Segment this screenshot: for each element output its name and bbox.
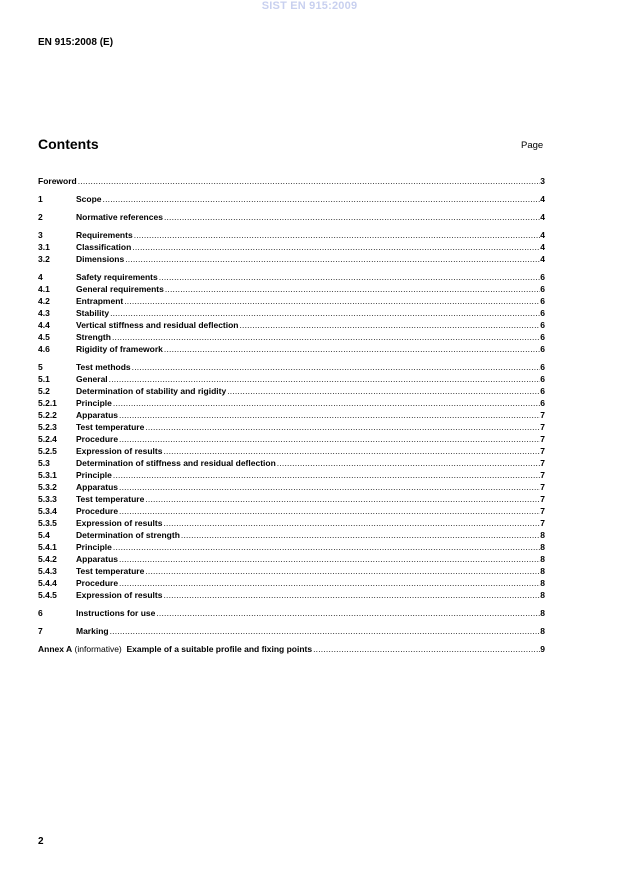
toc-entry-page: 4 <box>540 212 545 222</box>
toc-entry[interactable] <box>38 241 545 253</box>
toc-entry-title: Procedure <box>76 506 119 516</box>
toc-entry[interactable] <box>38 505 545 517</box>
watermark: SIST EN 915:2009 <box>261 0 358 12</box>
toc-entry-number: 5.3.4 <box>38 506 57 516</box>
toc-entry-title: Vertical stiffness and residual deflection <box>76 320 239 330</box>
toc-entry-page: 8 <box>540 554 545 564</box>
toc-entry-number: 5.3.1 <box>38 470 57 480</box>
toc-entry-number: 4.6 <box>38 344 50 354</box>
toc-entry[interactable] <box>38 253 545 265</box>
toc-entry[interactable] <box>38 343 545 355</box>
toc-leader <box>134 229 541 241</box>
toc-entry[interactable] <box>38 481 545 493</box>
toc-entry-title: Principle <box>76 398 112 408</box>
toc-leader <box>119 577 540 589</box>
toc-leader <box>78 175 541 187</box>
toc-entry-number: 5.2.3 <box>38 422 57 432</box>
toc-entry-number: 5.2.2 <box>38 410 57 420</box>
toc-leader <box>277 457 540 469</box>
toc-leader <box>119 433 540 445</box>
toc-entry-page: 7 <box>540 446 545 456</box>
toc-leader <box>164 211 540 223</box>
toc-entry-title: Foreword <box>38 176 77 186</box>
toc-entry-number: 2 <box>38 212 43 222</box>
toc-leader <box>119 481 540 493</box>
toc-entry-page: 7 <box>540 518 545 528</box>
toc-entry-title: Marking <box>76 626 109 636</box>
toc-entry-title: Determination of stability and rigidity <box>76 386 227 396</box>
document-id: EN 915:2008 (E) <box>38 37 114 48</box>
toc-entry-page: 6 <box>540 344 545 354</box>
toc-entry-number: 4.5 <box>38 332 50 342</box>
toc-entry-page: 6 <box>540 332 545 342</box>
toc-entry-title: Principle <box>76 470 112 480</box>
page-title: Contents <box>38 136 99 152</box>
toc-entry-number: 4.4 <box>38 320 50 330</box>
toc-entry-page: 7 <box>540 506 545 516</box>
toc-entry-number: 4.3 <box>38 308 50 318</box>
toc-entry-number: 5.3.2 <box>38 482 57 492</box>
toc-leader <box>313 643 540 655</box>
toc-leader <box>119 409 540 421</box>
toc-entry-page: 6 <box>540 320 545 330</box>
toc-entry-number: 5.2.4 <box>38 434 57 444</box>
toc-entry-page: 7 <box>540 410 545 420</box>
toc-entry-number: 5.4 <box>38 530 50 540</box>
toc-entry-title: Expression of results <box>76 518 163 528</box>
toc-entry[interactable] <box>38 271 545 283</box>
toc-entry-annex-a[interactable] <box>38 643 545 655</box>
toc-entry-title: Stability <box>76 308 110 318</box>
toc-entry[interactable] <box>38 385 545 397</box>
toc-entry-number: 4 <box>38 272 43 282</box>
toc-entry-page: 6 <box>540 398 545 408</box>
page-number: 2 <box>38 836 44 847</box>
toc-entry[interactable] <box>38 577 545 589</box>
toc-entry[interactable] <box>38 565 545 577</box>
toc-leader <box>119 505 540 517</box>
toc-leader <box>110 625 541 637</box>
toc-entry[interactable] <box>38 319 545 331</box>
toc-entry-number: 6 <box>38 608 43 618</box>
toc-entry-page: 8 <box>540 590 545 600</box>
toc-entry-title: Procedure <box>76 578 119 588</box>
toc-entry-number: 5.2.5 <box>38 446 57 456</box>
toc-entry[interactable] <box>38 211 545 223</box>
toc-annex-title <box>38 643 312 655</box>
toc-entry-number: 7 <box>38 626 43 636</box>
annex-title: Example of a suitable profile and fixing points <box>126 644 313 654</box>
toc-entry-page: 4 <box>540 242 545 252</box>
toc-entry-page: 7 <box>540 470 545 480</box>
toc-entry-page: 8 <box>540 578 545 588</box>
toc-entry-page: 8 <box>540 608 545 618</box>
toc-entry[interactable] <box>38 433 545 445</box>
toc-entry-number: 5.3 <box>38 458 50 468</box>
toc-entry[interactable] <box>38 307 545 319</box>
toc-leader <box>145 421 540 433</box>
toc-leader <box>124 295 540 307</box>
toc-entry-title: Safety requirements <box>76 272 158 282</box>
toc-entry[interactable] <box>38 421 545 433</box>
toc-leader <box>110 307 540 319</box>
toc-entry[interactable] <box>38 493 545 505</box>
toc-entry-page: 8 <box>540 530 545 540</box>
toc-leader <box>145 565 540 577</box>
toc-entry[interactable] <box>38 469 545 481</box>
toc-entry-title: Expression of results <box>76 590 163 600</box>
toc-leader <box>119 553 540 565</box>
toc-entry-page: 6 <box>540 308 545 318</box>
toc-entry-title: Test temperature <box>76 422 145 432</box>
toc-entry-number: 5.4.4 <box>38 578 57 588</box>
toc-entry-title: Determination of strength <box>76 530 180 540</box>
toc-entry-title: General requirements <box>76 284 164 294</box>
toc-entry-title: Rigidity of framework <box>76 344 163 354</box>
toc-entry-title: Classification <box>76 242 132 252</box>
toc-entry-number: 5.4.5 <box>38 590 57 600</box>
toc-entry-page: 6 <box>540 374 545 384</box>
annex-prefix: Annex A <box>38 644 73 654</box>
toc-entry-title: Instructions for use <box>76 608 156 618</box>
toc-leader <box>113 541 540 553</box>
toc-entry-number: 5.3.3 <box>38 494 57 504</box>
toc-entry-title: Normative references <box>76 212 163 222</box>
toc-entry[interactable] <box>38 589 545 601</box>
toc-entry-title: Requirements <box>76 230 133 240</box>
toc-entry[interactable] <box>38 445 545 457</box>
toc-leader <box>113 469 540 481</box>
toc-entry[interactable] <box>38 625 545 637</box>
toc-entry-page: 6 <box>540 296 545 306</box>
toc-entry-title: Principle <box>76 542 112 552</box>
toc-leader <box>113 397 540 409</box>
toc-leader <box>164 343 540 355</box>
toc-entry[interactable] <box>38 361 545 373</box>
toc-leader <box>181 529 540 541</box>
toc-entry-number: 5.4.3 <box>38 566 57 576</box>
toc-leader <box>163 517 540 529</box>
toc-entry-title: Determination of stiffness and residual deflection <box>76 458 276 468</box>
toc-entry-title: Scope <box>76 194 102 204</box>
toc-leader <box>159 271 541 283</box>
toc-entry-page: 6 <box>540 386 545 396</box>
table-of-contents <box>38 175 545 655</box>
toc-entry[interactable] <box>38 457 545 469</box>
toc-entry-number: 3.2 <box>38 254 50 264</box>
toc-entry-title: Apparatus <box>76 410 119 420</box>
toc-entry-page: 8 <box>540 542 545 552</box>
toc-entry-page: 3 <box>540 176 545 186</box>
toc-entry-page: 6 <box>540 272 545 282</box>
toc-leader <box>227 385 540 397</box>
toc-entry-number: 5.3.5 <box>38 518 57 528</box>
toc-entry-number: 5.2 <box>38 386 50 396</box>
toc-entry-title: Strength <box>76 332 111 342</box>
toc-leader <box>112 331 540 343</box>
toc-entry-page: 6 <box>540 284 545 294</box>
toc-entry-number: 5.4.1 <box>38 542 57 552</box>
toc-entry-title: General <box>76 374 108 384</box>
toc-entry-page: 4 <box>540 254 545 264</box>
toc-entry-title: Dimensions <box>76 254 125 264</box>
toc-entry-foreword[interactable] <box>38 175 545 187</box>
toc-leader <box>145 493 540 505</box>
toc-entry-title: Entrapment <box>76 296 124 306</box>
toc-entry-number: 3.1 <box>38 242 50 252</box>
toc-entry-page: 4 <box>540 194 545 204</box>
page-column-label: Page <box>521 140 544 151</box>
toc-entry-page: 4 <box>540 230 545 240</box>
toc-entry-page: 8 <box>540 626 545 636</box>
toc-entry-title: Test temperature <box>76 566 145 576</box>
toc-entry[interactable] <box>38 607 545 619</box>
toc-entry-page: 6 <box>540 362 545 372</box>
toc-entry[interactable] <box>38 541 545 553</box>
toc-entry-title: Test temperature <box>76 494 145 504</box>
toc-entry[interactable] <box>38 193 545 205</box>
toc-leader <box>132 241 540 253</box>
toc-leader <box>132 361 541 373</box>
toc-entry-number: 5.4.2 <box>38 554 57 564</box>
toc-leader <box>103 193 541 205</box>
toc-entry-page: 7 <box>540 434 545 444</box>
toc-leader <box>163 445 540 457</box>
toc-leader <box>125 253 540 265</box>
toc-entry[interactable] <box>38 397 545 409</box>
toc-leader <box>165 283 540 295</box>
toc-entry-number: 3 <box>38 230 43 240</box>
toc-entry[interactable] <box>38 529 545 541</box>
toc-entry-title: Procedure <box>76 434 119 444</box>
toc-entry-page: 9 <box>540 644 545 654</box>
toc-entry[interactable] <box>38 373 545 385</box>
toc-entry[interactable] <box>38 331 545 343</box>
toc-entry-number: 1 <box>38 194 43 204</box>
toc-entry-page: 7 <box>540 422 545 432</box>
toc-entry-page: 7 <box>540 458 545 468</box>
toc-entry-title: Test methods <box>76 362 131 372</box>
toc-leader <box>109 373 541 385</box>
toc-entry-number: 5.2.1 <box>38 398 57 408</box>
toc-entry-number: 4.2 <box>38 296 50 306</box>
toc-entry-page: 7 <box>540 482 545 492</box>
toc-entry-title: Expression of results <box>76 446 163 456</box>
toc-entry[interactable] <box>38 517 545 529</box>
toc-entry-page: 7 <box>540 494 545 504</box>
toc-entry-number: 4.1 <box>38 284 50 294</box>
toc-leader <box>163 589 540 601</box>
toc-entry-title: Apparatus <box>76 554 119 564</box>
toc-entry[interactable] <box>38 283 545 295</box>
toc-entry[interactable] <box>38 409 545 421</box>
toc-entry-number: 5 <box>38 362 43 372</box>
toc-leader <box>240 319 541 331</box>
annex-qualifier: (informative) <box>72 644 127 654</box>
toc-entry-page: 8 <box>540 566 545 576</box>
toc-entry[interactable] <box>38 553 545 565</box>
toc-entry-number: 5.1 <box>38 374 50 384</box>
toc-entry[interactable] <box>38 295 545 307</box>
toc-leader <box>156 607 540 619</box>
toc-entry[interactable] <box>38 229 545 241</box>
toc-entry-title: Apparatus <box>76 482 119 492</box>
